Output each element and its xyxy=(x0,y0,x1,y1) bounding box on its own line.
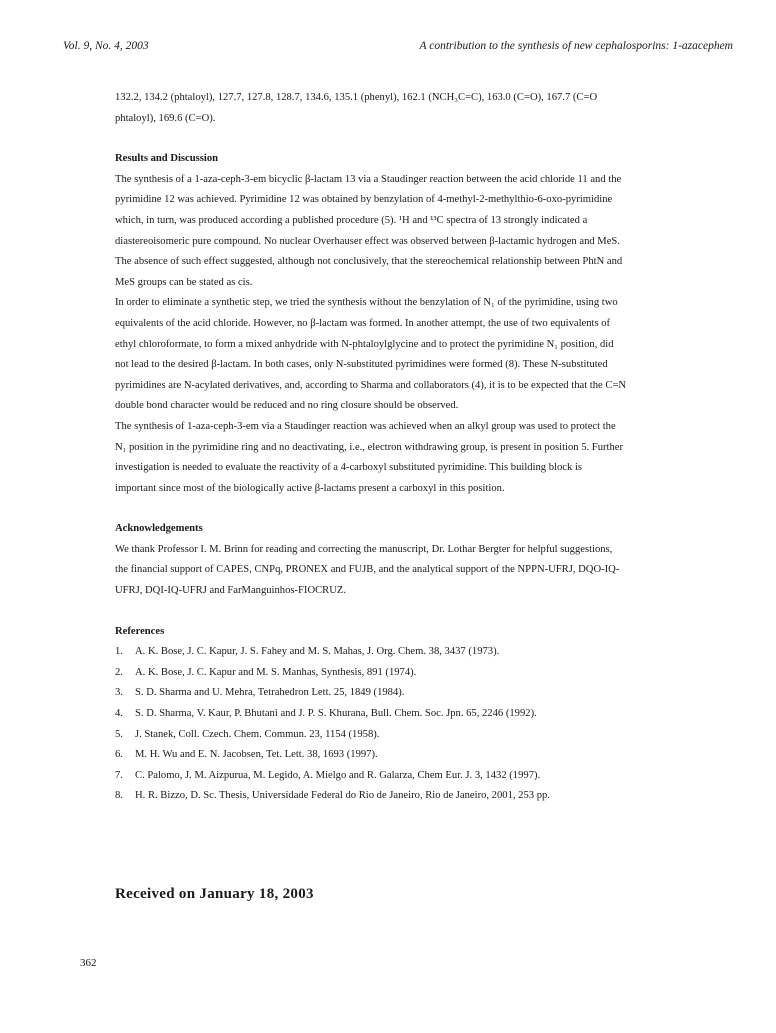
nmr-line: phtaloyl), 169.6 (C=O). xyxy=(115,112,216,124)
results-line: The synthesis of 1-aza-ceph-3-em via a Staudinger reaction was achieved when an alkyl group was used to protect the xyxy=(115,420,616,432)
results-line: pyrimidine 12 was achieved. Pyrimidine 12 was obtained by benzylation of 4-methyl-2-methylthio-6-oxo-pyrimidine xyxy=(115,194,613,206)
reference-number: 7. xyxy=(115,769,123,781)
results-heading: Results and Discussion xyxy=(115,153,219,165)
reference-number: 6. xyxy=(115,749,123,761)
reference-item xyxy=(115,683,726,704)
reference-text: C. Palomo, J. M. Aizpurua, M. Legido, A. Mielgo and R. Galarza, Chem Eur. J. 3, 1432 (1997). xyxy=(135,769,541,781)
references-list xyxy=(115,642,726,807)
reference-item xyxy=(115,725,726,746)
reference-item xyxy=(115,704,726,725)
reference-item xyxy=(115,766,726,787)
reference-text: J. Stanek, Coll. Czech. Chem. Commun. 23, 1154 (1958). xyxy=(135,728,380,740)
results-line: not lead to the desired β-lactam. In both cases, only N-substituted pyrimidines were formed (8). These N-substituted xyxy=(115,359,608,371)
results-line: The absence of such effect suggested, although not conclusively, that the stereochemical relationship between PhtN and xyxy=(115,256,623,268)
reference-item xyxy=(115,642,726,663)
running-title: A contribution to the synthesis of new cephalosporins: 1-azacephem xyxy=(419,40,733,52)
acknowledgements-heading: Acknowledgements xyxy=(115,523,203,535)
reference-text: A. K. Bose, J. C. Kapur, J. S. Fahey and M. S. Mahas, J. Org. Chem. 38, 3437 (1973). xyxy=(135,646,500,658)
results-line: equivalents of the acid chloride. However, no β-lactam was formed. In another attempt, the use of two equivalents of xyxy=(115,317,611,329)
acknowledgements-text xyxy=(115,540,726,602)
results-line: The synthesis of a 1-aza-ceph-3-em bicyclic β-lactam 13 via a Staudinger reaction between the acid chloride 11 and the xyxy=(115,173,622,185)
reference-number: 4. xyxy=(115,708,123,720)
reference-number: 3. xyxy=(115,687,123,699)
results-line: ethyl chloroformate, to form a mixed anhydride with N-phtaloylglycine and to protect the pyrimidine N₁ position, did xyxy=(115,338,614,350)
results-line: double bond character would be reduced and no ring closure should be observed. xyxy=(115,400,459,412)
running-header xyxy=(63,40,733,58)
acknowledgements-line: the financial support of CAPES, CNPq, PRONEX and FUJB, and the analytical support of the NPPN-UFRJ, DQO-IQ- xyxy=(115,564,620,576)
reference-number: 8. xyxy=(115,790,123,802)
acknowledgements-line: We thank Professor I. M. Brinn for reading and correcting the manuscript, Dr. Lothar Bergter for helpful suggestions, xyxy=(115,543,613,555)
results-line: In order to eliminate a synthetic step, we tried the synthesis without the benzylation of N₁ of the pyrimidine, using two xyxy=(115,297,618,309)
results-line: diastereoisomeric pure compound. No nuclear Overhauser effect was observed between β-lactamic hydrogen and MeS. xyxy=(115,235,620,247)
reference-number: 1. xyxy=(115,646,123,658)
results-line: pyrimidines are N-acylated derivatives, and, according to Sharma and collaborators (4), it is to be expected that the C=N xyxy=(115,379,627,391)
received-date: Received on January 18, 2003 xyxy=(115,886,314,902)
results-line: which, in turn, was produced according a published procedure (5). ¹H and ¹³C spectra of 13 strongly indicated a xyxy=(115,214,588,226)
acknowledgements-line: UFRJ, DQI-IQ-UFRJ and FarManguinhos-FIOCRUZ. xyxy=(115,585,347,597)
reference-text: A. K. Bose, J. C. Kapur and M. S. Manhas, Synthesis, 891 (1974). xyxy=(135,666,417,678)
reference-item xyxy=(115,745,726,766)
reference-item xyxy=(115,663,726,684)
page-number: 362 xyxy=(80,957,97,969)
results-text xyxy=(115,170,726,500)
reference-text: M. H. Wu and E. N. Jacobsen, Tet. Lett. 38, 1693 (1997). xyxy=(135,749,378,761)
results-line: investigation is needed to evaluate the reactivity of a 4-carboxyl substituted pyrimidine. This building block is xyxy=(115,462,583,474)
results-line: N₁ position in the pyrimidine ring and no deactivating, i.e., electron withdrawing group, is present in position 5. Further xyxy=(115,441,623,453)
journal-volume: Vol. 9, No. 4, 2003 xyxy=(63,40,149,52)
reference-number: 5. xyxy=(115,728,123,740)
results-line: important since most of the biologically active β-lactams present a carboxyl in this position. xyxy=(115,482,505,494)
article-body xyxy=(115,88,726,807)
reference-text: S. D. Sharma and U. Mehra, Tetrahedron Lett. 25, 1849 (1984). xyxy=(135,687,405,699)
results-line: MeS groups can be stated as cis. xyxy=(115,276,253,288)
references-heading: References xyxy=(115,625,165,637)
nmr-line: 132.2, 134.2 (phtaloyl), 127.7, 127.8, 128.7, 134.6, 135.1 (phenyl), 162.1 (NCH₃C=C), 163.0 (C=O), 167.7 (C=O xyxy=(115,92,598,103)
reference-number: 2. xyxy=(115,666,123,678)
reference-item xyxy=(115,786,726,807)
reference-text: S. D. Sharma, V. Kaur, P. Bhutani and J. P. S. Khurana, Bull. Chem. Soc. Jpn. 65, 2246 (1992). xyxy=(135,708,537,720)
reference-text: H. R. Bizzo, D. Sc. Thesis, Universidade Federal do Rio de Janeiro, Rio de Janeiro, 2001, 253 pp. xyxy=(135,790,550,802)
